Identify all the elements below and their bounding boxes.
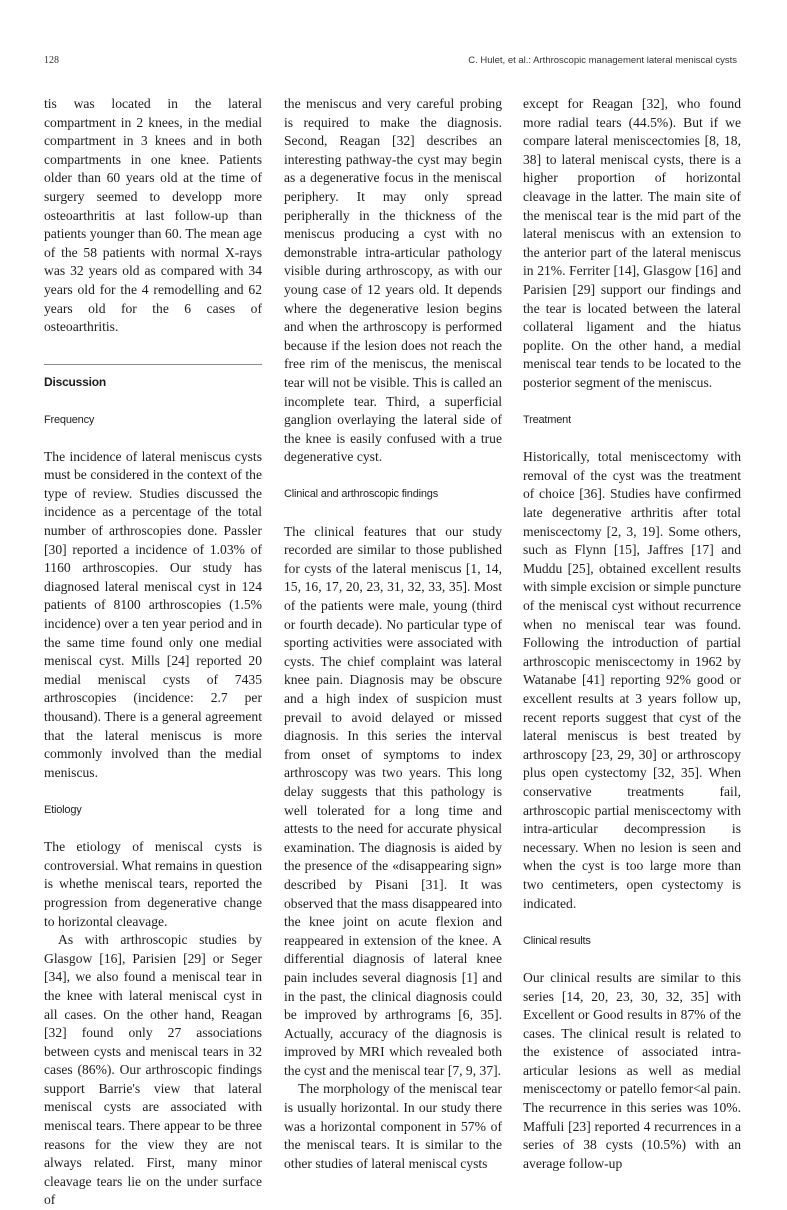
heading-etiology: Etiology: [44, 803, 82, 816]
paragraph-clinical-results: Our clinical results are similar to this series [14, 20, 23, 30, 32, 35] with Excellent or Good results in 87% of the cases. The clinical result is related to the existence of associated intra-articular lesions as well as medial meniscectomy or patello femor<al pain. The recurrence in this series was 10%. Maffuli [23] reported 4 recurrences in a series of 38 cysts (10.5%) with an average follow-up: [523, 969, 741, 1171]
paragraph-morphology-cont: except for Reagan [32], who found more radial tears (44.5%). But if we compare lateral meniscectomies [8, 18, 38] to lateral meniscal cysts, there is a higher proportion of horizontal cleavage in the latter. The main site of the meniscal tear is the mid part of the lateral meniscus with an extension to the anterior part of the lateral meniscus in 21%. Ferriter [14], Glasgow [16] and Parisien [29] support our findings and the tear is located between the lateral collateral ligament and the hiatus poplite. On the other hand, a medial meniscal tear tends to be located to the posterior segment of the meniscus.: [523, 96, 741, 390]
paragraph-intro: tis was located in the lateral compartment in 2 knees, in the medial compartment in 3 knees and in both compartments in one knee. Patients older than 60 years old at the time of surgery seemed to developp more osteoarthritis at last follow-up than patients younger than 60. The mean age of the 58 patients with normal X-rays was 32 years old as compared with 34 years old for the 4 remodelling and 62 years old for the 6 cases of osteoarthritis.: [44, 96, 262, 335]
heading-treatment: Treatment: [523, 414, 571, 427]
column-1: [44, 95, 262, 1210]
heading-clinical-findings: Clinical and arthroscopic findings: [284, 488, 439, 501]
column-2: [284, 95, 502, 1173]
paragraph-treatment: Historically, total meniscectomy with removal of the cyst was the treatment of choice [36]. Studies have confirmed late degenerative arthritis after total meniscectomy [2, 3, 19]. Some others, such as Flynn [15], Jaffres [17] and Muddu [25], obtained excellent results with simple excision or simple puncture of the meniscal cyst without recurrence when no meniscal tear was found. Following the introduction of partial arthroscopic meniscectomy in 1962 by Watanabe [41] reporting 92% good or excellent results at 3 years follow up, recent reports suggest that cyst of the lateral meniscus is best treated by arthroscopy [23, 29, 30] or arthroscopy plus open cystectomy [32, 35]. When conservative treatments fail, arthroscopic partial meniscectomy with intra-articular decompression is necessary. When no lesion is seen and when the cyst is too large more than two centimeters, open cystectomy is indicated.: [523, 449, 741, 911]
paragraph-frequency: The incidence of lateral meniscus cysts must be considered in the context of the type of review. Studies discussed the incidence as a percentage of the total number of arthroscopies done. Passler [30] reported a incidence of 1.03% of 1160 arthroscopies. Our study has diagnosed lateral meniscal cyst in 124 patients of 8100 arthroscopies (1.5% incidence) over a ten year period and in the same time found only one medial meniscal cyst. Mills [24] reported 20 medial meniscal cysts of 7435 arthroscopies (incidence: 2.7 per thousand). There is a general agreement that the lateral meniscus is more commonly involved than the medial meniscus.: [44, 448, 262, 780]
paragraph-etiology-2: As with arthroscopic studies by Glasgow [16], Parisien [29] or Seger [34], we also found a meniscal tear in the knee with lateral meniscal cyst in all cases. On the other hand, Reagan [32] found only 27 associations between cysts and meniscal tears in 32 cases (86%). Our arthroscopic findings support Barrie's view that lateral meniscal cysts are associated with meniscal tears. There appear to be three reasons for the view they are not always related. First, many minor cleavage tears lie on the under surface of: [44, 932, 262, 1208]
paragraph-etiology-cont: the meniscus and very careful probing is required to make the diagnosis. Second, Reagan [32] describes an interesting pathway-the cyst may begin as a degenerative focus in the meniscal periphery. It may only spread peripherally in the thickness of the meniscus producing a cyst with no demonstrable intra-articular pathology visible during arthroscopy, as with our young case of 12 years old. It depends where the degenerative lesion begins and when the arthroscopy is performed because if the lesion does not reach the free rim of the meniscus, the meniscal tear will not be visible. This is called an incomplete tear. Third, a superficial ganglion overlaying the lateral side of the knee is easily confused with a true degenerative cyst.: [284, 96, 502, 465]
paragraph-clinical-findings: The clinical features that our study recorded are similar to those published for cysts of the lateral meniscus [1, 14, 15, 16, 17, 20, 23, 31, 32, 33, 35]. Most of the patients were male, young (third or fourth decade). No particular type of sporting activities were associated with cysts. The chief complaint was lateral knee pain. Diagnosis may be obscure and a high index of suspicion must prevail to avoid delayed or missed diagnosis. In this series the interval from onset of symptoms to index arthroscopy was two years. This long delay suggests that this pathology is well tolerated for a long time and attests to the need for accurate physical examination. The diagnosis is aided by the presence of the «disappearing sign» described by Pisani [31]. It was observed that the mass disappeared into the knee joint on acute flexion and reappeared in extension of the knee. A differential diagnosis of lateral knee pain includes several diagnosis [1] and in the past, the clinical diagnosis could be improved by arthrograms [6, 35]. Actually, accuracy of the diagnosis is improved by MRI which revealed both the cyst and the meniscal tear [7, 9, 37].: [284, 523, 502, 1078]
paragraph-morphology: The morphology of the meniscal tear is usually horizontal. In our study there was a horizontal component in 57% of the meniscal tears. It is similar to the other studies of lateral meniscal cysts: [284, 1081, 502, 1171]
running-title: C. Hulet, et al.: Arthroscopic management lateral meniscal cysts: [468, 55, 737, 66]
heading-discussion: Discussion: [44, 375, 107, 390]
heading-clinical-results: Clinical results: [523, 934, 591, 947]
page-number: 128: [44, 55, 59, 66]
heading-frequency: Frequency: [44, 413, 95, 426]
paragraph-etiology-1: The etiology of meniscal cysts is controversial. What remains in question is whethe meniscal tears, reported the progression from degenerative change to horizontal cleavage.: [44, 839, 262, 929]
column-3: [523, 95, 741, 1173]
